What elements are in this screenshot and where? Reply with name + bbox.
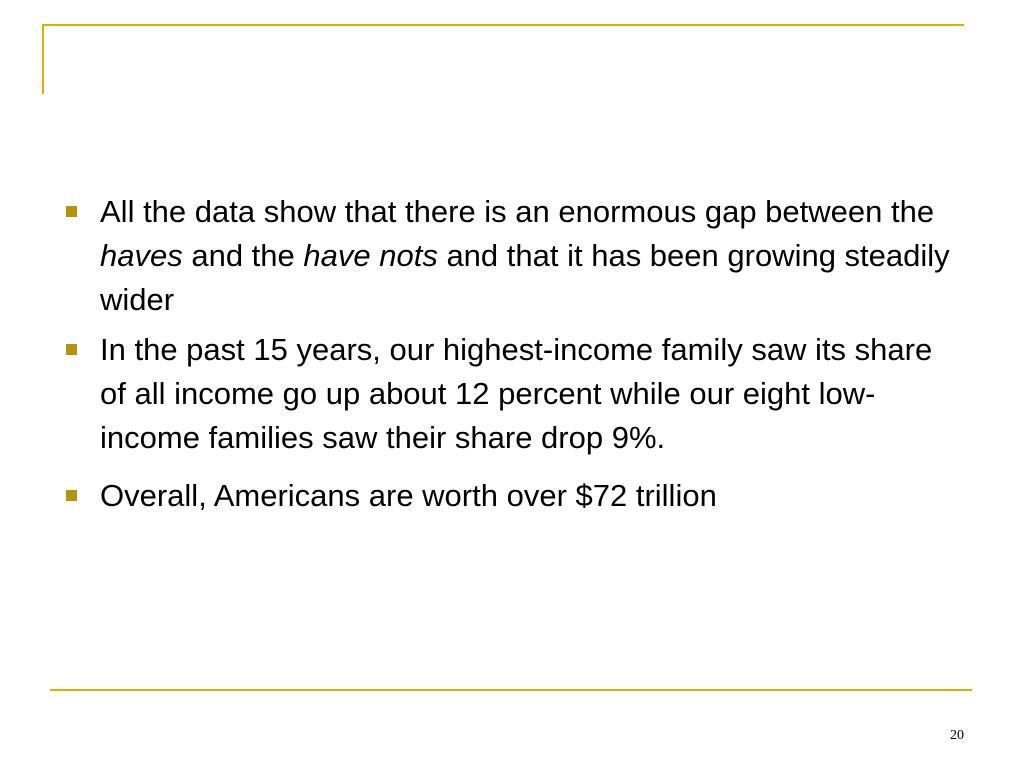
bullet-text: Overall, Americans are worth over $72 trillion: [100, 478, 717, 513]
bullet-item: [62, 328, 962, 460]
bullet-text-part: All the data show that there is an enormous gap between the: [100, 194, 935, 229]
bullet-list: [62, 190, 962, 518]
bullet-emphasis-haves: haves: [100, 238, 183, 273]
square-bullet-icon: [66, 490, 77, 501]
frame-left-rule: [42, 24, 44, 94]
frame-bottom-rule: [50, 689, 972, 691]
bullet-emphasis-have-nots: have nots: [303, 238, 438, 273]
square-bullet-icon: [66, 206, 77, 217]
bullet-item: [62, 474, 962, 518]
page-number: 20: [950, 728, 964, 743]
slide-content: [62, 190, 962, 524]
bullet-item: [62, 190, 962, 322]
square-bullet-icon: [66, 344, 77, 355]
bullet-text-part: and that it has been growing steadily wider: [100, 238, 950, 317]
bullet-text: In the past 15 years, our highest-income family saw its share of all income go up about 12 percent while our eight low-income families saw their share drop 9%.: [100, 332, 933, 455]
frame-top-rule: [42, 24, 964, 26]
bullet-text-part: and the: [182, 238, 304, 273]
